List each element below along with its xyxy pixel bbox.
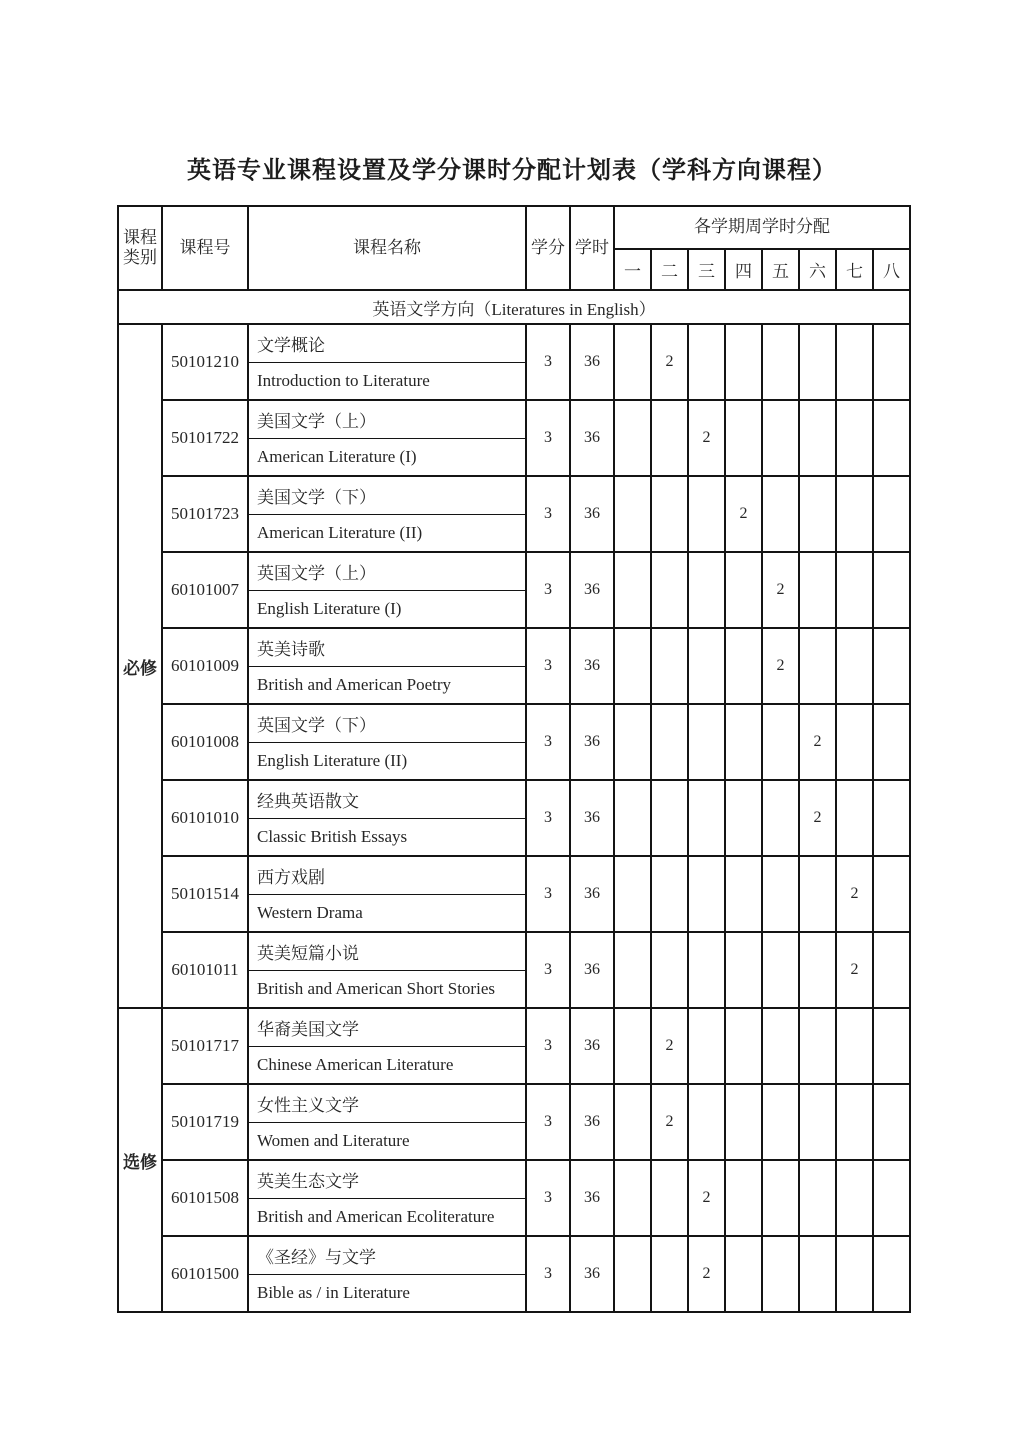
semester-cell-5: 2: [762, 552, 799, 628]
course-name-en: American Literature (I): [248, 438, 526, 476]
header-semester-8: 八: [873, 249, 910, 290]
course-name-en: English Literature (I): [248, 590, 526, 628]
course-name-en: Bible as / in Literature: [248, 1274, 526, 1312]
course-credits: 3: [526, 1160, 570, 1236]
header-row-top: [118, 206, 910, 249]
semester-cell-3: [688, 324, 725, 400]
course-credits: 3: [526, 856, 570, 932]
semester-cell-4: [725, 780, 762, 856]
course-hours: 36: [570, 1008, 614, 1084]
direction-row: [118, 290, 910, 324]
course-name-zh: 女性主义文学: [248, 1084, 526, 1122]
semester-cell-5: 2: [762, 628, 799, 704]
semester-cell-2: [651, 552, 688, 628]
semester-cell-1: [614, 324, 651, 400]
header-semester-group: 各学期周学时分配: [614, 206, 910, 249]
semester-cell-8: [873, 1236, 910, 1312]
semester-cell-5: [762, 932, 799, 1008]
semester-cell-4: 2: [725, 476, 762, 552]
semester-cell-5: [762, 324, 799, 400]
semester-cell-4: [725, 1160, 762, 1236]
semester-cell-2: [651, 476, 688, 552]
semester-cell-3: 2: [688, 1236, 725, 1312]
semester-cell-6: [799, 1084, 836, 1160]
course-credits: 3: [526, 476, 570, 552]
semester-cell-4: [725, 324, 762, 400]
course-row: [118, 400, 910, 438]
semester-cell-4: [725, 1236, 762, 1312]
course-code: 60101009: [162, 628, 248, 704]
semester-cell-7: [836, 704, 873, 780]
course-credits: 3: [526, 400, 570, 476]
semester-cell-3: [688, 932, 725, 1008]
header-category: 课程类别: [118, 206, 162, 290]
semester-cell-8: [873, 628, 910, 704]
course-row: [118, 704, 910, 742]
semester-cell-2: [651, 1160, 688, 1236]
semester-cell-5: [762, 400, 799, 476]
semester-cell-2: [651, 628, 688, 704]
semester-cell-5: [762, 1008, 799, 1084]
semester-cell-4: [725, 704, 762, 780]
course-hours: 36: [570, 628, 614, 704]
course-hours: 36: [570, 780, 614, 856]
semester-cell-7: [836, 552, 873, 628]
semester-cell-8: [873, 780, 910, 856]
semester-cell-8: [873, 400, 910, 476]
course-name-en: Chinese American Literature: [248, 1046, 526, 1084]
semester-cell-8: [873, 1084, 910, 1160]
semester-cell-5: [762, 856, 799, 932]
header-semester-1: 一: [614, 249, 651, 290]
semester-cell-2: [651, 400, 688, 476]
semester-cell-3: [688, 856, 725, 932]
semester-cell-6: 2: [799, 704, 836, 780]
header-name: 课程名称: [248, 206, 526, 290]
course-code: 60101010: [162, 780, 248, 856]
course-credits: 3: [526, 1236, 570, 1312]
course-credits: 3: [526, 324, 570, 400]
semester-cell-6: [799, 400, 836, 476]
semester-cell-8: [873, 476, 910, 552]
course-code: 50101722: [162, 400, 248, 476]
course-code: 50101210: [162, 324, 248, 400]
course-name-en: Classic British Essays: [248, 818, 526, 856]
semester-cell-7: [836, 400, 873, 476]
course-hours: 36: [570, 1084, 614, 1160]
semester-cell-7: 2: [836, 856, 873, 932]
course-credits: 3: [526, 704, 570, 780]
semester-cell-1: [614, 932, 651, 1008]
course-hours: 36: [570, 552, 614, 628]
semester-cell-5: [762, 1084, 799, 1160]
course-name-zh: 经典英语散文: [248, 780, 526, 818]
header-semester-3: 三: [688, 249, 725, 290]
course-row: [118, 1236, 910, 1274]
course-name-zh: 美国文学（上）: [248, 400, 526, 438]
semester-cell-8: [873, 704, 910, 780]
semester-cell-7: [836, 780, 873, 856]
course-hours: 36: [570, 1160, 614, 1236]
semester-cell-6: [799, 1160, 836, 1236]
semester-cell-4: [725, 552, 762, 628]
course-code: 60101500: [162, 1236, 248, 1312]
header-semester-5: 五: [762, 249, 799, 290]
course-name-zh: 西方戏剧: [248, 856, 526, 894]
semester-cell-8: [873, 1160, 910, 1236]
semester-cell-1: [614, 1160, 651, 1236]
semester-cell-4: [725, 856, 762, 932]
course-name-zh: 文学概论: [248, 324, 526, 362]
semester-cell-8: [873, 856, 910, 932]
course-credits: 3: [526, 1008, 570, 1084]
course-name-en: British and American Short Stories: [248, 970, 526, 1008]
semester-cell-1: [614, 704, 651, 780]
semester-cell-3: [688, 552, 725, 628]
header-semester-4: 四: [725, 249, 762, 290]
course-name-zh: 英美短篇小说: [248, 932, 526, 970]
header-code: 课程号: [162, 206, 248, 290]
semester-cell-4: [725, 932, 762, 1008]
course-table-body: [118, 324, 910, 1312]
semester-cell-3: [688, 1084, 725, 1160]
course-row: [118, 1084, 910, 1122]
semester-cell-6: [799, 628, 836, 704]
header-semester-7: 七: [836, 249, 873, 290]
semester-cell-7: [836, 476, 873, 552]
semester-cell-3: [688, 780, 725, 856]
semester-cell-4: [725, 400, 762, 476]
header-credits: 学分: [526, 206, 570, 290]
course-name-zh: 英美生态文学: [248, 1160, 526, 1198]
course-name-en: British and American Ecoliterature: [248, 1198, 526, 1236]
semester-cell-2: 2: [651, 1084, 688, 1160]
semester-cell-1: [614, 1236, 651, 1312]
course-name-zh: 英美诗歌: [248, 628, 526, 666]
semester-cell-6: [799, 856, 836, 932]
semester-cell-6: [799, 552, 836, 628]
course-name-en: English Literature (II): [248, 742, 526, 780]
course-name-zh: 《圣经》与文学: [248, 1236, 526, 1274]
course-name-en: Women and Literature: [248, 1122, 526, 1160]
course-credits: 3: [526, 552, 570, 628]
category-cell: 选修: [118, 1008, 162, 1312]
course-row: [118, 552, 910, 590]
course-name-en: Western Drama: [248, 894, 526, 932]
course-credits: 3: [526, 932, 570, 1008]
course-name-en: British and American Poetry: [248, 666, 526, 704]
semester-cell-4: [725, 1084, 762, 1160]
course-code: 50101514: [162, 856, 248, 932]
course-code: 60101011: [162, 932, 248, 1008]
course-row: [118, 1008, 910, 1046]
semester-cell-2: 2: [651, 1008, 688, 1084]
course-hours: 36: [570, 1236, 614, 1312]
semester-cell-7: [836, 324, 873, 400]
semester-cell-7: [836, 1160, 873, 1236]
course-name-en: Introduction to Literature: [248, 362, 526, 400]
header-semester-6: 六: [799, 249, 836, 290]
semester-cell-1: [614, 1008, 651, 1084]
course-name-en: American Literature (II): [248, 514, 526, 552]
course-row: [118, 780, 910, 818]
semester-cell-7: 2: [836, 932, 873, 1008]
category-cell: 必修: [118, 324, 162, 1008]
semester-cell-4: [725, 628, 762, 704]
course-hours: 36: [570, 324, 614, 400]
course-code: 50101719: [162, 1084, 248, 1160]
course-name-zh: 美国文学（下）: [248, 476, 526, 514]
semester-cell-7: [836, 1008, 873, 1084]
course-row: [118, 476, 910, 514]
semester-cell-8: [873, 932, 910, 1008]
semester-cell-3: [688, 704, 725, 780]
semester-cell-1: [614, 400, 651, 476]
semester-cell-1: [614, 552, 651, 628]
course-row: [118, 932, 910, 970]
semester-cell-5: [762, 1236, 799, 1312]
semester-cell-2: [651, 856, 688, 932]
course-credits: 3: [526, 628, 570, 704]
direction-label: 英语文学方向（Literatures in English）: [118, 290, 910, 324]
semester-cell-6: [799, 1236, 836, 1312]
course-code: 50101723: [162, 476, 248, 552]
semester-cell-8: [873, 324, 910, 400]
semester-cell-2: [651, 932, 688, 1008]
semester-cell-7: [836, 628, 873, 704]
semester-cell-6: [799, 476, 836, 552]
semester-cell-6: [799, 324, 836, 400]
semester-cell-1: [614, 780, 651, 856]
semester-cell-7: [836, 1084, 873, 1160]
semester-cell-5: [762, 476, 799, 552]
semester-cell-6: [799, 1008, 836, 1084]
course-hours: 36: [570, 400, 614, 476]
semester-cell-2: [651, 1236, 688, 1312]
course-name-zh: 英国文学（下）: [248, 704, 526, 742]
semester-cell-2: [651, 704, 688, 780]
semester-cell-3: [688, 1008, 725, 1084]
course-row: [118, 628, 910, 666]
semester-cell-2: 2: [651, 324, 688, 400]
course-credits: 3: [526, 780, 570, 856]
course-code: 60101008: [162, 704, 248, 780]
semester-cell-5: [762, 780, 799, 856]
course-hours: 36: [570, 704, 614, 780]
course-code: 60101508: [162, 1160, 248, 1236]
header-hours: 学时: [570, 206, 614, 290]
course-hours: 36: [570, 932, 614, 1008]
course-code: 60101007: [162, 552, 248, 628]
semester-cell-1: [614, 856, 651, 932]
course-credits: 3: [526, 1084, 570, 1160]
semester-cell-5: [762, 1160, 799, 1236]
semester-cell-3: 2: [688, 400, 725, 476]
semester-cell-7: [836, 1236, 873, 1312]
semester-cell-8: [873, 552, 910, 628]
course-code: 50101717: [162, 1008, 248, 1084]
semester-cell-8: [873, 1008, 910, 1084]
course-hours: 36: [570, 856, 614, 932]
semester-cell-6: 2: [799, 780, 836, 856]
semester-cell-1: [614, 476, 651, 552]
semester-cell-3: [688, 476, 725, 552]
semester-cell-1: [614, 628, 651, 704]
course-name-zh: 英国文学（上）: [248, 552, 526, 590]
header-semester-2: 二: [651, 249, 688, 290]
semester-cell-2: [651, 780, 688, 856]
semester-cell-3: 2: [688, 1160, 725, 1236]
semester-cell-6: [799, 932, 836, 1008]
course-row: [118, 324, 910, 362]
semester-cell-5: [762, 704, 799, 780]
semester-cell-4: [725, 1008, 762, 1084]
course-row: [118, 1160, 910, 1198]
course-hours: 36: [570, 476, 614, 552]
semester-cell-3: [688, 628, 725, 704]
course-name-zh: 华裔美国文学: [248, 1008, 526, 1046]
course-table: [117, 205, 911, 1313]
page-title: 英语专业课程设置及学分课时分配计划表（学科方向课程）: [187, 158, 837, 184]
semester-cell-1: [614, 1084, 651, 1160]
course-row: [118, 856, 910, 894]
